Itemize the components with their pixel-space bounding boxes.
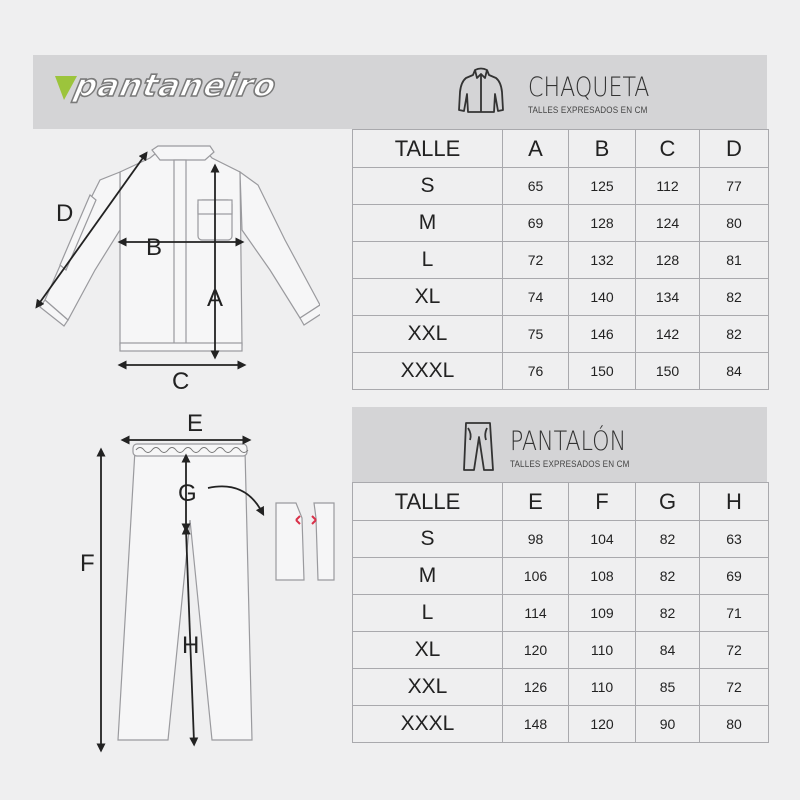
table-row — [353, 353, 769, 390]
jacket-diagram — [30, 140, 320, 395]
label-h: H — [182, 632, 200, 659]
column-header: D — [700, 130, 769, 168]
label-b: B — [146, 234, 163, 261]
value-cell: 82 — [636, 595, 700, 632]
value-cell: 63 — [700, 521, 769, 558]
value-cell: 120 — [569, 706, 636, 743]
value-cell: 72 — [700, 669, 769, 706]
table-header-row — [353, 483, 769, 521]
size-cell: M — [353, 558, 503, 595]
value-cell: 80 — [700, 205, 769, 242]
table-row — [353, 595, 769, 632]
table-row — [353, 279, 769, 316]
value-cell: 150 — [636, 353, 700, 390]
column-header: F — [569, 483, 636, 521]
value-cell: 72 — [503, 242, 569, 279]
size-cell: XXXL — [353, 353, 503, 390]
table-row — [353, 205, 769, 242]
value-cell: 104 — [569, 521, 636, 558]
column-header: B — [569, 130, 636, 168]
size-cell: XXL — [353, 669, 503, 706]
value-cell: 75 — [503, 316, 569, 353]
value-cell: 134 — [636, 279, 700, 316]
jacket-title: CHAQUETA — [528, 72, 650, 103]
jacket-icon — [458, 66, 504, 118]
column-header: A — [503, 130, 569, 168]
column-header: E — [503, 483, 569, 521]
value-cell: 74 — [503, 279, 569, 316]
label-c: C — [172, 368, 190, 395]
pants-subtitle: TALLES EXPRESADOS EN CM — [510, 459, 630, 470]
value-cell: 72 — [700, 632, 769, 669]
size-cell: S — [353, 168, 503, 205]
pants-title: PANTALÓN — [510, 426, 627, 457]
value-cell: 77 — [700, 168, 769, 205]
column-header: C — [636, 130, 700, 168]
column-header: G — [636, 483, 700, 521]
table-row — [353, 316, 769, 353]
jacket-size-table — [352, 129, 769, 390]
value-cell: 140 — [569, 279, 636, 316]
value-cell: 82 — [700, 279, 769, 316]
value-cell: 110 — [569, 669, 636, 706]
size-cell: XXXL — [353, 706, 503, 743]
value-cell: 76 — [503, 353, 569, 390]
value-cell: 120 — [503, 632, 569, 669]
value-cell: 148 — [503, 706, 569, 743]
label-d: D — [56, 200, 74, 227]
value-cell: 126 — [503, 669, 569, 706]
value-cell: 81 — [700, 242, 769, 279]
value-cell: 84 — [636, 632, 700, 669]
table-row — [353, 168, 769, 205]
table-row — [353, 669, 769, 706]
column-header: TALLE — [353, 130, 503, 168]
value-cell: 150 — [569, 353, 636, 390]
label-g: G — [178, 480, 197, 507]
size-cell: M — [353, 205, 503, 242]
value-cell: 80 — [700, 706, 769, 743]
value-cell: 90 — [636, 706, 700, 743]
value-cell: 112 — [636, 168, 700, 205]
value-cell: 84 — [700, 353, 769, 390]
table-header-row — [353, 130, 769, 168]
label-e: E — [187, 410, 204, 437]
value-cell: 82 — [636, 558, 700, 595]
brand-logo — [55, 66, 355, 110]
value-cell: 82 — [700, 316, 769, 353]
size-cell: XL — [353, 279, 503, 316]
value-cell: 125 — [569, 168, 636, 205]
value-cell: 142 — [636, 316, 700, 353]
value-cell: 110 — [569, 632, 636, 669]
value-cell: 69 — [700, 558, 769, 595]
value-cell: 82 — [636, 521, 700, 558]
pants-diagram — [85, 425, 350, 755]
value-cell: 106 — [503, 558, 569, 595]
brand-name: pantaneiro — [71, 68, 281, 104]
value-cell: 108 — [569, 558, 636, 595]
value-cell: 85 — [636, 669, 700, 706]
value-cell: 109 — [569, 595, 636, 632]
table-row — [353, 632, 769, 669]
column-header: TALLE — [353, 483, 503, 521]
pants-icon — [460, 420, 496, 474]
column-header: H — [700, 483, 769, 521]
table-row — [353, 242, 769, 279]
label-f: F — [80, 550, 95, 577]
jacket-subtitle: TALLES EXPRESADOS EN CM — [528, 105, 648, 116]
value-cell: 69 — [503, 205, 569, 242]
size-cell: S — [353, 521, 503, 558]
value-cell: 132 — [569, 242, 636, 279]
value-cell: 124 — [636, 205, 700, 242]
size-cell: XXL — [353, 316, 503, 353]
value-cell: 71 — [700, 595, 769, 632]
table-row — [353, 706, 769, 743]
value-cell: 98 — [503, 521, 569, 558]
size-cell: XL — [353, 632, 503, 669]
table-row — [353, 521, 769, 558]
size-cell: L — [353, 595, 503, 632]
value-cell: 65 — [503, 168, 569, 205]
value-cell: 146 — [569, 316, 636, 353]
value-cell: 114 — [503, 595, 569, 632]
value-cell: 128 — [569, 205, 636, 242]
table-row — [353, 558, 769, 595]
pants-size-table — [352, 482, 769, 743]
value-cell: 128 — [636, 242, 700, 279]
label-a: A — [207, 285, 224, 312]
size-cell: L — [353, 242, 503, 279]
